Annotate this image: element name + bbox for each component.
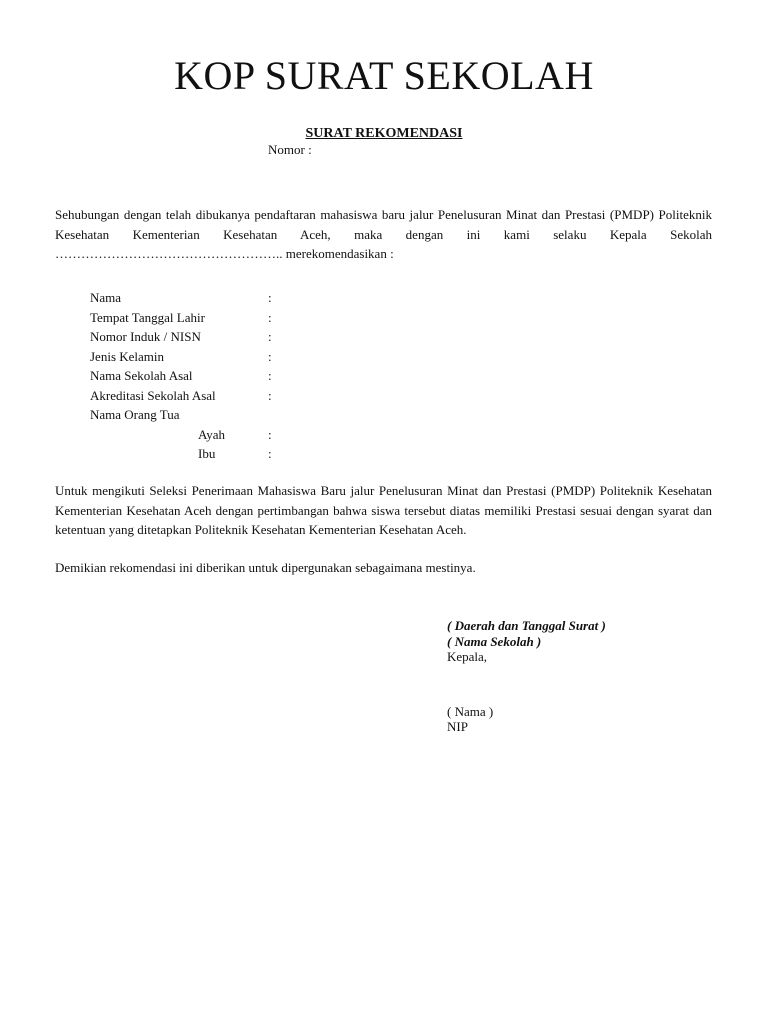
field-row-akreditasi	[90, 386, 390, 406]
field-row-nama	[90, 288, 390, 308]
field-row-ayah	[90, 425, 390, 445]
letterhead: KOP SURAT SEKOLAH	[174, 53, 594, 98]
place-date: ( Daerah dan Tanggal Surat )	[447, 618, 606, 633]
field-label: Nama Orang Tua	[90, 407, 180, 422]
field-colon: :	[268, 290, 272, 305]
nomor-label: Nomor :	[268, 142, 312, 157]
purpose-paragraph: Untuk mengikuti Seleksi Penerimaan Mahasiswa Baru jalur Penelusuran Minat dan Prestasi (PMDP) Politeknik Kesehatan Kementerian Kesehatan Aceh dengan pertimbangan bahwa siswa tersebut diatas memiliki Prestasi sesuai dengan syarat dan ketentuan yang ditetapkan Politeknik Kesehatan Kementerian Kesehatan Aceh.	[55, 483, 712, 537]
position-title: Kepala,	[447, 649, 488, 664]
signer-name: ( Nama )	[447, 703, 494, 719]
field-row-jenis-kelamin	[90, 347, 390, 367]
closing-paragraph: Demikian rekomendasi ini diberikan untuk dipergunakan sebagaimana mestinya.	[55, 560, 476, 575]
field-colon: :	[268, 309, 272, 325]
field-label: Nama Sekolah Asal	[90, 368, 193, 383]
field-label: Akreditasi Sekolah Asal	[90, 387, 216, 403]
field-row-tempat-tanggal-lahir	[90, 308, 390, 328]
field-label: Ayah	[198, 426, 225, 442]
field-colon: :	[268, 426, 272, 442]
school-name: ( Nama Sekolah )	[447, 633, 542, 649]
letter-title: SURAT REKOMENDASI	[305, 126, 463, 141]
field-colon: :	[268, 348, 272, 364]
field-colon: :	[268, 387, 272, 403]
field-row-nisn	[90, 327, 390, 347]
field-label: Jenis Kelamin	[90, 348, 165, 364]
field-row-nama-sekolah-asal	[90, 366, 390, 386]
field-colon: :	[268, 446, 272, 461]
field-row-nama-orang-tua	[90, 405, 390, 425]
field-colon: :	[268, 329, 272, 344]
nip-label: NIP	[447, 719, 468, 734]
field-row-ibu	[90, 444, 390, 464]
field-label: Ibu	[198, 446, 216, 461]
field-label: Nama	[90, 290, 122, 305]
field-colon: :	[268, 368, 272, 383]
field-label: Tempat Tanggal Lahir	[90, 309, 205, 325]
student-fields	[90, 288, 390, 464]
signature-block	[447, 618, 606, 735]
opening-paragraph: Sehubungan dengan telah dibukanya pendaftaran mahasiswa baru jalur Penelusuran Minat dan Prestasi (PMDP) Politeknik Kesehatan Kementerian Kesehatan Aceh, maka dengan ini kami selaku Kepala Sekolah …………………………………………….. merekomendasikan :	[55, 207, 712, 261]
field-label: Nomor Induk / NISN	[90, 329, 201, 344]
signature-space	[447, 665, 606, 704]
